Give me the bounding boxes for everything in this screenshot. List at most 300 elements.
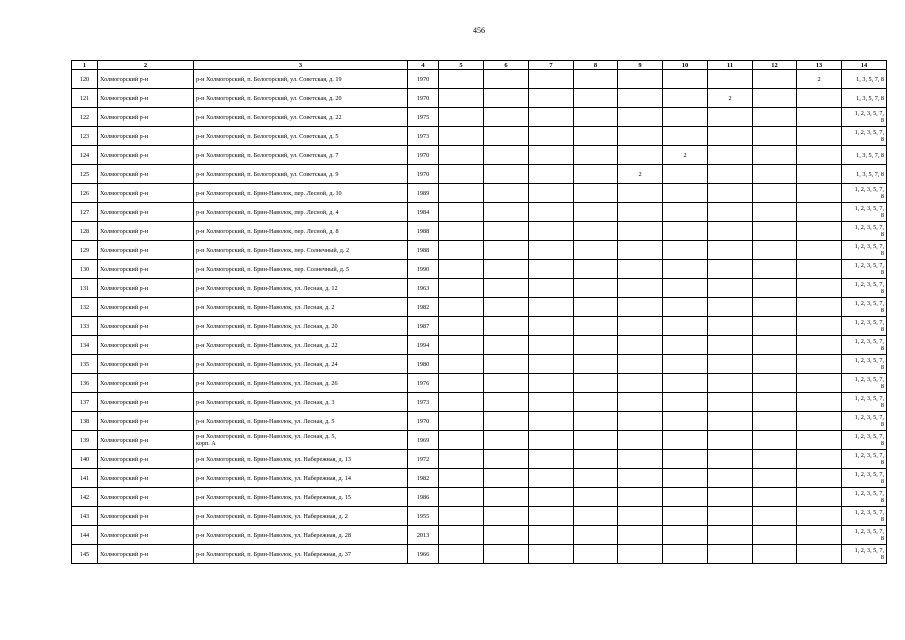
column-header: 14 bbox=[842, 61, 887, 70]
value-cell bbox=[574, 488, 618, 507]
year-cell: 1970 bbox=[408, 146, 439, 165]
value-cell bbox=[484, 241, 529, 260]
value-cell bbox=[663, 412, 708, 431]
table-row bbox=[72, 336, 887, 355]
value-cell bbox=[797, 450, 842, 469]
year-cell: 1990 bbox=[408, 260, 439, 279]
value-cell bbox=[484, 222, 529, 241]
column-header: 6 bbox=[484, 61, 529, 70]
value-cell bbox=[484, 374, 529, 393]
value-cell bbox=[618, 374, 663, 393]
value-cell bbox=[797, 412, 842, 431]
value-cell bbox=[439, 412, 484, 431]
value-cell bbox=[753, 260, 797, 279]
address-cell: р-н Холмогорский, п. Брин-Наволок, ул. Лесная, д. 5 bbox=[194, 412, 408, 431]
value-cell bbox=[753, 108, 797, 127]
value-cell bbox=[708, 374, 753, 393]
value-cell bbox=[797, 469, 842, 488]
value-cell bbox=[663, 279, 708, 298]
value-cell bbox=[753, 412, 797, 431]
district-cell: Холмогорский р-н bbox=[98, 336, 194, 355]
year-cell: 1975 bbox=[408, 108, 439, 127]
value-cell bbox=[663, 127, 708, 146]
value-cell bbox=[663, 203, 708, 222]
value-cell bbox=[753, 317, 797, 336]
value-cell bbox=[753, 374, 797, 393]
district-cell: Холмогорский р-н bbox=[98, 545, 194, 564]
value-cell bbox=[574, 108, 618, 127]
value-cell bbox=[753, 203, 797, 222]
value-cell bbox=[574, 317, 618, 336]
value-cell bbox=[618, 146, 663, 165]
value-cell bbox=[663, 450, 708, 469]
year-cell: 1963 bbox=[408, 279, 439, 298]
value-cell bbox=[618, 488, 663, 507]
value-cell bbox=[663, 70, 708, 89]
district-cell: Холмогорский р-н bbox=[98, 431, 194, 450]
value-cell bbox=[484, 146, 529, 165]
value-cell bbox=[439, 526, 484, 545]
value-cell bbox=[753, 70, 797, 89]
district-cell: Холмогорский р-н bbox=[98, 127, 194, 146]
value-cell bbox=[529, 469, 574, 488]
value-cell bbox=[439, 431, 484, 450]
value-cell bbox=[797, 545, 842, 564]
table-row bbox=[72, 298, 887, 317]
value-cell bbox=[439, 469, 484, 488]
value-cell bbox=[708, 336, 753, 355]
value-cell bbox=[753, 146, 797, 165]
value-cell bbox=[574, 545, 618, 564]
district-cell: Холмогорский р-н bbox=[98, 260, 194, 279]
value-cell bbox=[753, 393, 797, 412]
table-row bbox=[72, 127, 887, 146]
value-cell bbox=[708, 146, 753, 165]
value-cell bbox=[708, 298, 753, 317]
value-cell bbox=[618, 127, 663, 146]
district-cell: Холмогорский р-н bbox=[98, 488, 194, 507]
value-cell bbox=[708, 507, 753, 526]
value-cell bbox=[618, 203, 663, 222]
address-cell: р-н Холмогорский, п. Брин-Наволок, пер. Солнечный, д. 2 bbox=[194, 241, 408, 260]
column-header: 1 bbox=[72, 61, 98, 70]
codes-cell: 1, 3, 5, 7, 8 bbox=[842, 146, 887, 165]
value-cell bbox=[797, 526, 842, 545]
district-cell: Холмогорский р-н bbox=[98, 355, 194, 374]
value-cell bbox=[439, 317, 484, 336]
codes-cell: 1, 2, 3, 5, 7, 8 bbox=[842, 279, 887, 298]
year-cell: 1987 bbox=[408, 317, 439, 336]
address-cell: р-н Холмогорский, п. Брин-Наволок, ул. Набережная, д. 37 bbox=[194, 545, 408, 564]
column-header: 5 bbox=[439, 61, 484, 70]
table-row bbox=[72, 355, 887, 374]
column-header: 2 bbox=[98, 61, 194, 70]
year-cell: 1972 bbox=[408, 450, 439, 469]
row-number-cell: 141 bbox=[72, 469, 98, 488]
value-cell bbox=[574, 241, 618, 260]
table-row bbox=[72, 507, 887, 526]
district-cell: Холмогорский р-н bbox=[98, 374, 194, 393]
value-cell bbox=[618, 298, 663, 317]
address-cell: р-н Холмогорский, п. Белогорский, ул. Советская, д. 5 bbox=[194, 127, 408, 146]
value-cell bbox=[663, 431, 708, 450]
table-body bbox=[72, 70, 887, 564]
district-cell: Холмогорский р-н bbox=[98, 165, 194, 184]
value-cell bbox=[708, 545, 753, 564]
value-cell bbox=[663, 260, 708, 279]
year-cell: 1969 bbox=[408, 431, 439, 450]
row-number-cell: 137 bbox=[72, 393, 98, 412]
district-cell: Холмогорский р-н bbox=[98, 469, 194, 488]
column-header: 9 bbox=[618, 61, 663, 70]
year-cell: 1982 bbox=[408, 469, 439, 488]
value-cell bbox=[708, 165, 753, 184]
value-cell bbox=[753, 298, 797, 317]
table-row bbox=[72, 412, 887, 431]
value-cell bbox=[439, 70, 484, 89]
district-cell: Холмогорский р-н bbox=[98, 89, 194, 108]
district-cell: Холмогорский р-н bbox=[98, 507, 194, 526]
codes-cell: 1, 2, 3, 5, 7, 8 bbox=[842, 488, 887, 507]
value-cell bbox=[484, 393, 529, 412]
value-cell bbox=[574, 450, 618, 469]
value-cell bbox=[574, 184, 618, 203]
year-cell: 1973 bbox=[408, 393, 439, 412]
codes-cell: 1, 2, 3, 5, 7, 8 bbox=[842, 431, 887, 450]
value-cell bbox=[797, 146, 842, 165]
value-cell bbox=[797, 165, 842, 184]
address-cell: р-н Холмогорский, п. Брин-Наволок, ул. Лесная, д. 26 bbox=[194, 374, 408, 393]
codes-cell: 1, 2, 3, 5, 7, 8 bbox=[842, 526, 887, 545]
district-cell: Холмогорский р-н bbox=[98, 317, 194, 336]
value-cell bbox=[618, 412, 663, 431]
value-cell bbox=[753, 241, 797, 260]
value-cell bbox=[484, 89, 529, 108]
address-cell: р-н Холмогорский, п. Брин-Наволок, ул. Лесная, д. 12 bbox=[194, 279, 408, 298]
value-cell bbox=[753, 279, 797, 298]
year-cell: 1970 bbox=[408, 70, 439, 89]
value-cell bbox=[753, 165, 797, 184]
value-cell bbox=[753, 526, 797, 545]
value-cell bbox=[529, 70, 574, 89]
codes-cell: 1, 2, 3, 5, 7, 8 bbox=[842, 317, 887, 336]
value-cell bbox=[484, 279, 529, 298]
table-row bbox=[72, 260, 887, 279]
district-cell: Холмогорский р-н bbox=[98, 450, 194, 469]
value-cell bbox=[708, 203, 753, 222]
district-cell: Холмогорский р-н bbox=[98, 241, 194, 260]
value-cell bbox=[618, 469, 663, 488]
row-number-cell: 125 bbox=[72, 165, 98, 184]
value-cell bbox=[439, 355, 484, 374]
table-row bbox=[72, 488, 887, 507]
value-cell bbox=[574, 260, 618, 279]
value-cell bbox=[439, 127, 484, 146]
value-cell bbox=[574, 526, 618, 545]
value-cell bbox=[574, 279, 618, 298]
value-cell bbox=[797, 355, 842, 374]
row-number-cell: 128 bbox=[72, 222, 98, 241]
table-row bbox=[72, 241, 887, 260]
value-cell bbox=[529, 203, 574, 222]
district-cell: Холмогорский р-н bbox=[98, 146, 194, 165]
table-row bbox=[72, 317, 887, 336]
row-number-cell: 134 bbox=[72, 336, 98, 355]
value-cell bbox=[618, 279, 663, 298]
value-cell bbox=[708, 355, 753, 374]
table-row bbox=[72, 146, 887, 165]
district-cell: Холмогорский р-н bbox=[98, 70, 194, 89]
year-cell: 1986 bbox=[408, 488, 439, 507]
value-cell bbox=[663, 336, 708, 355]
table-row bbox=[72, 89, 887, 108]
value-cell bbox=[574, 374, 618, 393]
codes-cell: 1, 2, 3, 5, 7, 8 bbox=[842, 108, 887, 127]
address-cell: р-н Холмогорский, п. Брин-Наволок, ул. Набережная, д. 13 bbox=[194, 450, 408, 469]
value-cell: 2 bbox=[618, 165, 663, 184]
value-cell bbox=[574, 70, 618, 89]
address-cell: р-н Холмогорский, п. Брин-Наволок, ул. Набережная, д. 14 bbox=[194, 469, 408, 488]
address-cell: р-н Холмогорский, п. Брин-Наволок, пер. Лесной, д. 10 bbox=[194, 184, 408, 203]
address-cell: р-н Холмогорский, п. Брин-Наволок, ул. Лесная, д. 24 bbox=[194, 355, 408, 374]
value-cell bbox=[529, 260, 574, 279]
value-cell bbox=[574, 507, 618, 526]
codes-cell: 1, 3, 5, 7, 8 bbox=[842, 70, 887, 89]
codes-cell: 1, 2, 3, 5, 7, 8 bbox=[842, 298, 887, 317]
table-row bbox=[72, 469, 887, 488]
codes-cell: 1, 2, 3, 5, 7, 8 bbox=[842, 127, 887, 146]
value-cell bbox=[708, 393, 753, 412]
value-cell bbox=[708, 222, 753, 241]
address-cell: р-н Холмогорский, п. Брин-Наволок, ул. Лесная, д. 3 bbox=[194, 393, 408, 412]
district-cell: Холмогорский р-н bbox=[98, 298, 194, 317]
address-cell: р-н Холмогорский, п. Белогорский, ул. Советская, д. 19 bbox=[194, 70, 408, 89]
value-cell bbox=[484, 108, 529, 127]
row-number-cell: 123 bbox=[72, 127, 98, 146]
value-cell bbox=[529, 450, 574, 469]
value-cell bbox=[484, 260, 529, 279]
value-cell bbox=[529, 374, 574, 393]
value-cell bbox=[753, 545, 797, 564]
row-number-cell: 129 bbox=[72, 241, 98, 260]
column-header: 10 bbox=[663, 61, 708, 70]
value-cell bbox=[663, 545, 708, 564]
district-cell: Холмогорский р-н bbox=[98, 108, 194, 127]
table-row bbox=[72, 374, 887, 393]
year-cell: 1988 bbox=[408, 222, 439, 241]
value-cell bbox=[574, 165, 618, 184]
value-cell bbox=[529, 412, 574, 431]
value-cell bbox=[797, 279, 842, 298]
value-cell bbox=[439, 165, 484, 184]
district-cell: Холмогорский р-н bbox=[98, 412, 194, 431]
value-cell bbox=[529, 317, 574, 336]
value-cell bbox=[708, 469, 753, 488]
value-cell bbox=[439, 450, 484, 469]
codes-cell: 1, 2, 3, 5, 7, 8 bbox=[842, 393, 887, 412]
value-cell bbox=[753, 431, 797, 450]
value-cell bbox=[574, 431, 618, 450]
value-cell bbox=[529, 355, 574, 374]
value-cell bbox=[439, 260, 484, 279]
value-cell bbox=[753, 336, 797, 355]
codes-cell: 1, 3, 5, 7, 8 bbox=[842, 165, 887, 184]
value-cell bbox=[618, 545, 663, 564]
row-number-cell: 142 bbox=[72, 488, 98, 507]
row-number-cell: 139 bbox=[72, 431, 98, 450]
value-cell bbox=[484, 127, 529, 146]
address-cell: р-н Холмогорский, п. Белогорский, ул. Советская, д. 20 bbox=[194, 89, 408, 108]
value-cell bbox=[618, 184, 663, 203]
address-cell: р-н Холмогорский, п. Белогорский, ул. Советская, д. 7 bbox=[194, 146, 408, 165]
value-cell bbox=[529, 488, 574, 507]
value-cell bbox=[574, 336, 618, 355]
value-cell bbox=[529, 165, 574, 184]
codes-cell: 1, 2, 3, 5, 7, 8 bbox=[842, 507, 887, 526]
page-number: 456 bbox=[473, 26, 485, 35]
value-cell bbox=[529, 89, 574, 108]
row-number-cell: 131 bbox=[72, 279, 98, 298]
year-cell: 1989 bbox=[408, 184, 439, 203]
value-cell bbox=[529, 526, 574, 545]
column-header: 3 bbox=[194, 61, 408, 70]
district-cell: Холмогорский р-н bbox=[98, 184, 194, 203]
value-cell bbox=[797, 507, 842, 526]
row-number-cell: 133 bbox=[72, 317, 98, 336]
value-cell bbox=[529, 545, 574, 564]
value-cell bbox=[663, 526, 708, 545]
value-cell bbox=[618, 507, 663, 526]
codes-cell: 1, 2, 3, 5, 7, 8 bbox=[842, 241, 887, 260]
value-cell bbox=[439, 241, 484, 260]
codes-cell: 1, 2, 3, 5, 7, 8 bbox=[842, 450, 887, 469]
value-cell bbox=[618, 317, 663, 336]
table-row bbox=[72, 450, 887, 469]
value-cell bbox=[618, 526, 663, 545]
value-cell bbox=[529, 393, 574, 412]
value-cell bbox=[708, 317, 753, 336]
row-number-cell: 138 bbox=[72, 412, 98, 431]
district-cell: Холмогорский р-н bbox=[98, 222, 194, 241]
codes-cell: 1, 2, 3, 5, 7, 8 bbox=[842, 260, 887, 279]
value-cell: 2 bbox=[797, 70, 842, 89]
value-cell bbox=[439, 374, 484, 393]
value-cell bbox=[753, 222, 797, 241]
value-cell bbox=[663, 488, 708, 507]
row-number-cell: 140 bbox=[72, 450, 98, 469]
value-cell bbox=[663, 184, 708, 203]
column-header: 11 bbox=[708, 61, 753, 70]
value-cell bbox=[574, 203, 618, 222]
value-cell bbox=[439, 507, 484, 526]
value-cell bbox=[708, 70, 753, 89]
district-cell: Холмогорский р-н bbox=[98, 526, 194, 545]
value-cell bbox=[529, 108, 574, 127]
value-cell bbox=[618, 89, 663, 108]
address-cell: р-н Холмогорский, п. Брин-Наволок, ул. Лесная, д. 2 bbox=[194, 298, 408, 317]
value-cell bbox=[708, 450, 753, 469]
value-cell bbox=[708, 488, 753, 507]
address-cell: р-н Холмогорский, п. Белогорский, ул. Советская, д. 9 bbox=[194, 165, 408, 184]
value-cell bbox=[618, 393, 663, 412]
value-cell bbox=[797, 298, 842, 317]
value-cell bbox=[708, 526, 753, 545]
value-cell bbox=[708, 412, 753, 431]
value-cell bbox=[439, 393, 484, 412]
value-cell bbox=[574, 222, 618, 241]
value-cell: 2 bbox=[708, 89, 753, 108]
year-cell: 1982 bbox=[408, 298, 439, 317]
value-cell bbox=[484, 488, 529, 507]
value-cell bbox=[484, 298, 529, 317]
value-cell bbox=[708, 241, 753, 260]
row-number-cell: 135 bbox=[72, 355, 98, 374]
value-cell bbox=[663, 165, 708, 184]
value-cell bbox=[663, 317, 708, 336]
value-cell bbox=[529, 127, 574, 146]
value-cell bbox=[484, 450, 529, 469]
row-number-cell: 120 bbox=[72, 70, 98, 89]
row-number-cell: 122 bbox=[72, 108, 98, 127]
row-number-cell: 121 bbox=[72, 89, 98, 108]
value-cell bbox=[663, 507, 708, 526]
district-cell: Холмогорский р-н bbox=[98, 203, 194, 222]
value-cell bbox=[484, 545, 529, 564]
value-cell bbox=[574, 146, 618, 165]
address-cell: р-н Холмогорский, п. Брин-Наволок, ул. Набережная, д. 28 bbox=[194, 526, 408, 545]
value-cell bbox=[484, 431, 529, 450]
value-cell bbox=[439, 545, 484, 564]
value-cell bbox=[529, 336, 574, 355]
value-cell bbox=[484, 317, 529, 336]
value-cell bbox=[797, 374, 842, 393]
value-cell bbox=[797, 317, 842, 336]
value-cell bbox=[439, 222, 484, 241]
row-number-cell: 143 bbox=[72, 507, 98, 526]
value-cell bbox=[439, 279, 484, 298]
value-cell bbox=[797, 108, 842, 127]
column-header: 13 bbox=[797, 61, 842, 70]
value-cell bbox=[708, 127, 753, 146]
row-number-cell: 136 bbox=[72, 374, 98, 393]
address-cell: р-н Холмогорский, п. Брин-Наволок, пер. Солнечный, д. 5 bbox=[194, 260, 408, 279]
value-cell bbox=[529, 431, 574, 450]
address-cell: р-н Холмогорский, п. Брин-Наволок, ул. Набережная, д. 15 bbox=[194, 488, 408, 507]
year-cell: 1973 bbox=[408, 127, 439, 146]
year-cell: 1970 bbox=[408, 89, 439, 108]
value-cell bbox=[663, 298, 708, 317]
address-cell: р-н Холмогорский, п. Брин-Наволок, ул. Набережная, д. 2 bbox=[194, 507, 408, 526]
value-cell bbox=[663, 374, 708, 393]
row-number-cell: 144 bbox=[72, 526, 98, 545]
table-row bbox=[72, 526, 887, 545]
value-cell bbox=[753, 355, 797, 374]
table-row bbox=[72, 165, 887, 184]
table-row bbox=[72, 545, 887, 564]
value-cell bbox=[618, 260, 663, 279]
year-cell: 1976 bbox=[408, 374, 439, 393]
value-cell bbox=[618, 222, 663, 241]
value-cell bbox=[663, 241, 708, 260]
value-cell bbox=[484, 184, 529, 203]
value-cell bbox=[574, 89, 618, 108]
value-cell bbox=[618, 108, 663, 127]
value-cell bbox=[797, 488, 842, 507]
codes-cell: 1, 2, 3, 5, 7, 8 bbox=[842, 336, 887, 355]
value-cell bbox=[753, 488, 797, 507]
value-cell bbox=[797, 393, 842, 412]
value-cell bbox=[574, 355, 618, 374]
